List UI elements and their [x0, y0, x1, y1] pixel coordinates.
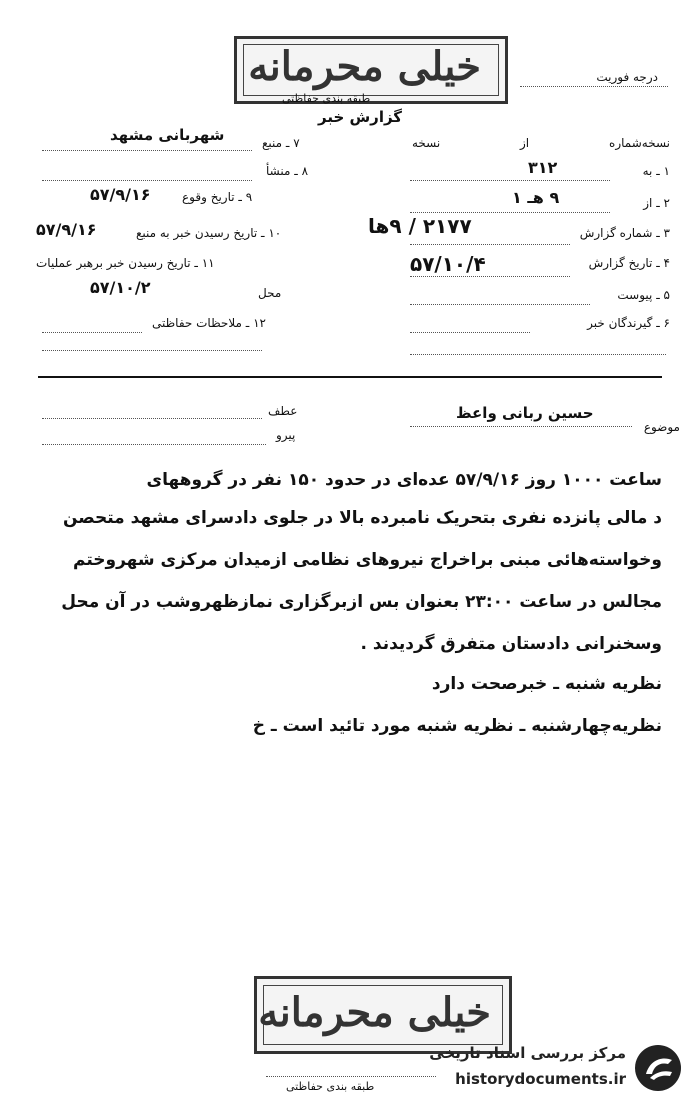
rc-line-3 [410, 244, 570, 245]
rc-item-3-label: ۳ ـ شماره گزارش [579, 226, 670, 240]
rc-item-1-label: ۱ ـ به [642, 164, 670, 178]
lc-line-12b [42, 350, 262, 351]
rc-line-1 [410, 180, 610, 181]
peyro-line [42, 444, 266, 445]
history-documents-logo-icon [632, 1042, 684, 1094]
body-line-3: وخواسته‌هائی مبنی براخراج نیروهای نظامی ازمیدان مرکزی شهروختم [73, 550, 662, 570]
lc-item-8-label: ۸ ـ منشأ [266, 164, 309, 178]
lc-item-9-label: ۹ ـ تاریخ وقوع [182, 190, 253, 204]
lc-line-8 [42, 180, 252, 181]
rc-item-2-value: ۹ هـ ۱ [512, 188, 560, 207]
atf-line [42, 418, 262, 419]
rc-item-3-value: ۲۱۷۷ / ۹ها [368, 214, 472, 238]
watermark-title: مرکز بررسی اسناد تاریخی [429, 1044, 626, 1062]
lc-item-10-value: ۵۷/۹/۱۶ [36, 220, 97, 239]
lc-item-9-value: ۵۷/۹/۱۶ [90, 185, 151, 204]
lc-item-12-label: ۱۲ ـ ملاحظات حفاظتی [152, 316, 266, 330]
lc-item-10-label: ۱۰ ـ تاریخ رسیدن خبر به منبع [136, 226, 282, 240]
rc-item-6-label: ۶ ـ گیرندگان خبر [587, 316, 670, 330]
lc-item-11-label: ۱۱ ـ تاریخ رسیدن خبر برهبر عملیات [36, 256, 215, 270]
bottom-stamp-line [266, 1076, 436, 1077]
rc-line-6 [410, 332, 530, 333]
urgency-label: درجه فوریت [596, 70, 658, 84]
rc-item-4-value: ۵۷/۱۰/۴ [410, 252, 486, 276]
lc-item-7-value: شهربانی مشهد [110, 126, 225, 144]
rc-line-7 [410, 354, 666, 355]
document-title: گزارش خبر [318, 108, 403, 126]
body-line-2: د مالی پانزده نفری بتحریک نامبرده بالا در جلوی دادسرای مشهد متحصن [62, 508, 662, 528]
copy-number-label: نسخه‌شماره [609, 136, 670, 150]
subject-label: موضوع [643, 420, 680, 434]
rc-item-4-label: ۴ ـ تاریخ گزارش [588, 256, 670, 270]
rc-line-4 [410, 276, 570, 277]
watermark [420, 1038, 692, 1100]
lc-item-7-label: ۷ ـ منبع [262, 136, 300, 150]
bottom-stamp-caption: طبقه بندی حفاظتی [286, 1080, 375, 1093]
peyro-label: پیرو [276, 428, 296, 442]
top-stamp-text: خیلی محرمانه [248, 43, 481, 90]
lc-item-11-place-label: محل [258, 286, 282, 300]
atf-label: عطف [268, 404, 298, 418]
body-line-1: ساعت ۱۰۰۰ روز ۵۷/۹/۱۶ عده‌ای در حدود ۱۵۰ نفر در گروههای [146, 470, 662, 490]
copy-of-label: از [520, 136, 530, 150]
subject-value: حسین ربانی واعظ [456, 404, 594, 422]
rc-item-1-value: ۳۱۲ [528, 158, 558, 177]
watermark-url: historydocuments.ir [455, 1070, 626, 1088]
body-line-5: وسخنرانی دادستان متفرق گردیدند . [360, 634, 662, 654]
body-line-4: مجالس در ساعت ۲۳:۰۰ بعنوان بس ازبرگزاری نمازظهروشب در آن محل [61, 592, 662, 612]
bottom-stamp-text: خیلی محرمانه [258, 989, 491, 1036]
top-classification-stamp [234, 36, 508, 104]
subject-line [410, 426, 632, 427]
top-stamp-caption: طبقه بندی حفاظتی [282, 92, 371, 105]
rc-line-5 [410, 304, 590, 305]
body-line-6: نظریه شنبه ـ خبرصحت دارد [431, 674, 662, 694]
rc-item-5-label: ۵ ـ پیوست [617, 288, 670, 302]
urgency-line [520, 86, 668, 87]
lc-item-11-value: ۵۷/۱۰/۲ [90, 278, 151, 297]
copy-label: نسخه [412, 136, 441, 150]
rc-item-2-label: ۲ ـ از [643, 196, 670, 210]
rc-line-2 [410, 212, 610, 213]
lc-line-7 [42, 150, 252, 151]
body-line-7: نظریه‌چهارشنبه ـ نظریه شنبه مورد تائید است ـ خ [252, 716, 662, 736]
lc-line-12a [42, 332, 142, 333]
section-divider [38, 376, 662, 378]
